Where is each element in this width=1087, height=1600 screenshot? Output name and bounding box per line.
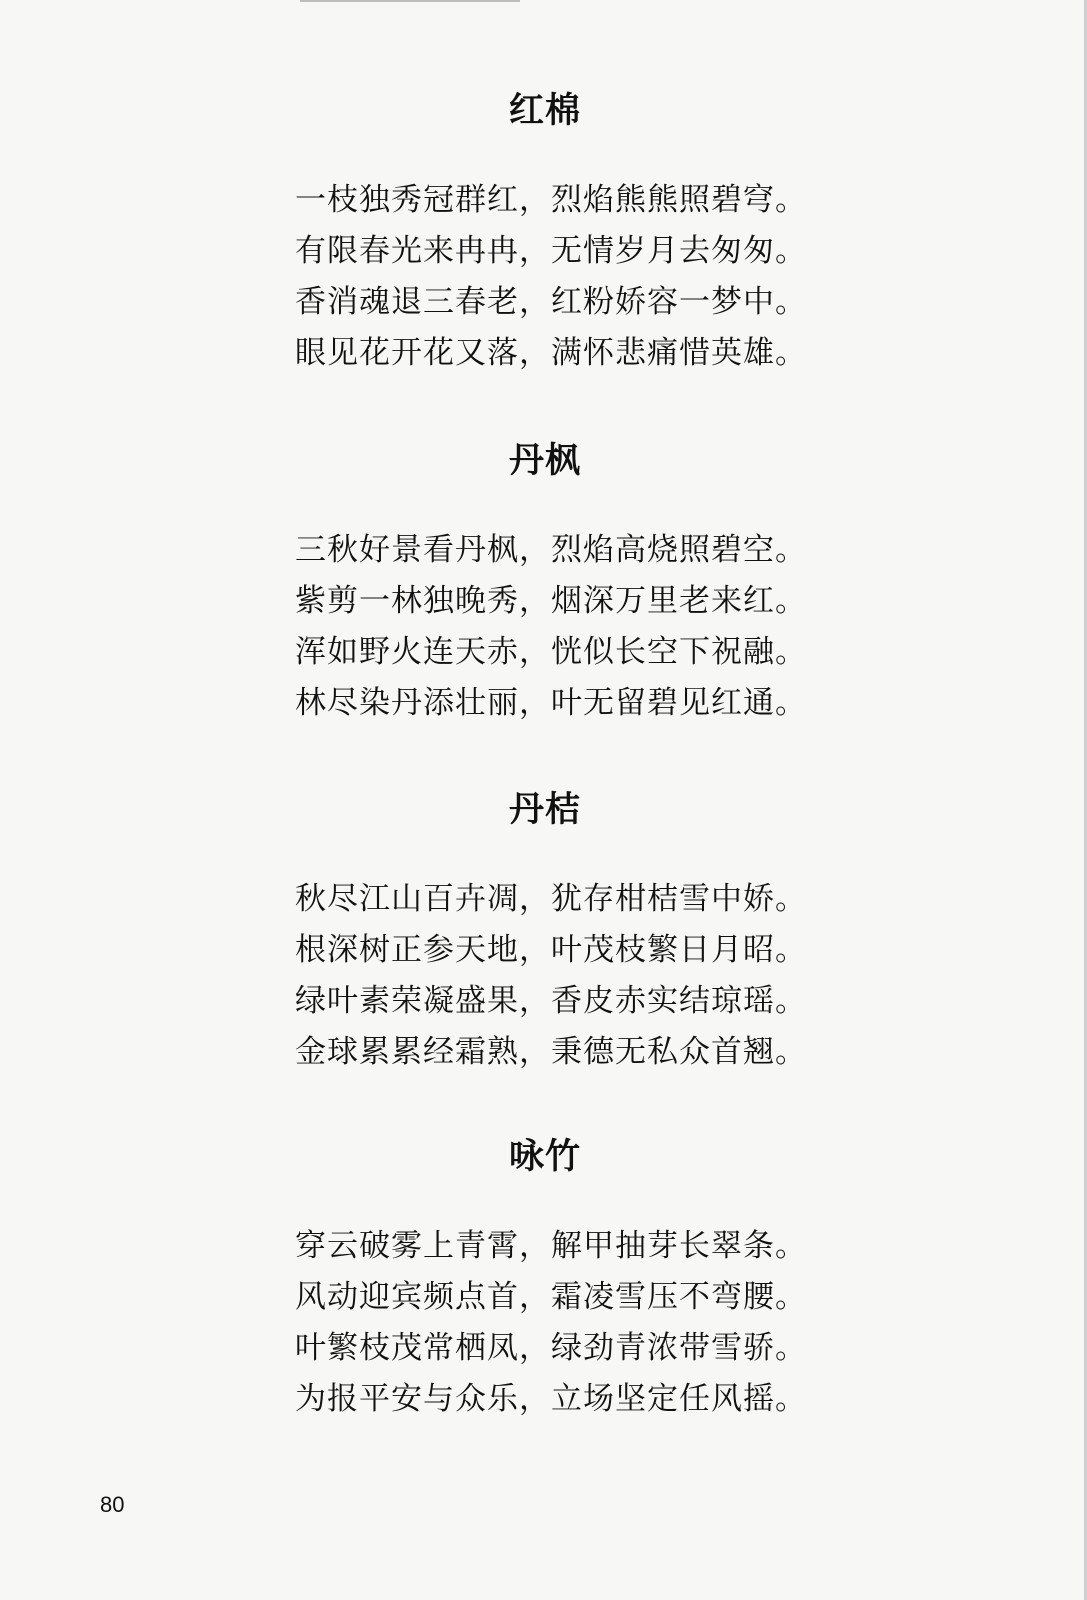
scan-edge-top [300,0,520,2]
poem-line: 眼见花开花又落，满怀悲痛惜英雄。 [295,335,807,371]
poem-body [295,175,855,379]
poem-line: 有限春光来冉冉，无情岁月去匆匆。 [295,233,807,269]
poem-body [295,525,855,729]
poem-title: 咏竹 [508,1137,581,1177]
poem-line: 绿叶素荣凝盛果，香皮赤实结琼瑶。 [295,983,807,1019]
poem-line: 为报平安与众乐，立场坚定任风摇。 [295,1381,807,1417]
poem-line: 秋尽江山百卉凋，犹存柑桔雪中娇。 [295,881,807,917]
poem-line: 穿云破雾上青霄，解甲抽芽长翠条。 [295,1228,807,1264]
poem-body [295,1221,855,1425]
poem-title: 红棉 [508,91,581,131]
poem-danju [295,789,855,1078]
poem-line: 风动迎宾频点首，霜凌雪压不弯腰。 [295,1279,807,1315]
poem-danfeng [295,440,855,729]
poem-title: 丹桔 [508,790,581,830]
poem-yongzhu [295,1136,855,1425]
poem-line: 根深树正参天地，叶茂枝繁日月昭。 [295,932,807,968]
poem-title: 丹枫 [508,441,581,481]
poem-line: 一枝独秀冠群红，烈焰熊熊照碧穹。 [295,182,807,218]
poem-line: 三秋好景看丹枫，烈焰高烧照碧空。 [295,532,807,568]
poem-hongmian [295,90,855,379]
poem-line: 林尽染丹添壮丽，叶无留碧见红通。 [295,685,807,721]
poem-body [295,874,855,1078]
poem-line: 紫剪一林独晚秀，烟深万里老来红。 [295,583,807,619]
poem-line: 浑如野火连天赤，恍似长空下祝融。 [295,634,807,670]
page-number: 80 [100,1492,125,1517]
poem-line: 叶繁枝茂常栖凤，绿劲青浓带雪骄。 [295,1330,807,1366]
poem-line: 香消魂退三春老，红粉娇容一梦中。 [295,284,807,320]
poem-line: 金球累累经霜熟，秉德无私众首翘。 [295,1034,807,1070]
